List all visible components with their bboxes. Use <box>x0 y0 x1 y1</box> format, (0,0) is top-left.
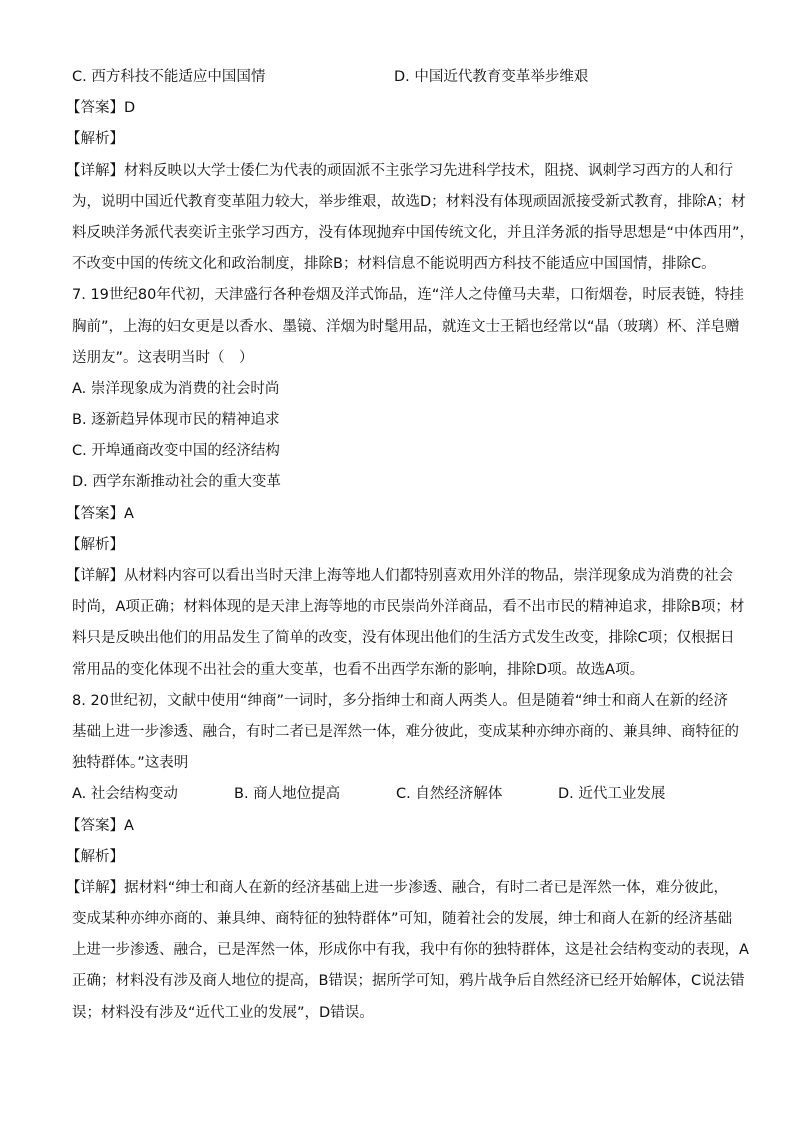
q6-detail-line: 不改变中国的传统文化和政治制度，排除B；材料信息不能说明西方科技不能适应中国国情，排除C。 <box>72 256 716 273</box>
q8-option-d: D. 近代工业发展 <box>558 786 666 803</box>
q8-detail-line: 变成某种亦绅亦商的、兼具绅、商特征的独特群体”可知，随着社会的发展，绅士和商人在新的经济基础 <box>72 911 733 928</box>
q6-detail-line: 为，说明中国近代教育变革阻力较大，举步维艰，故选D；材料没有体现顽固派接受新式教育，排除A；材 <box>72 193 746 210</box>
q6-option-c: C. 西方科技不能适应中国国情 <box>72 69 266 85</box>
q7-detail-line: 时尚，A项正确；材料体现的是天津上海等地的市民崇尚外洋商品，看不出市民的精神追求，排除B项；材 <box>72 599 745 616</box>
q6-detail-line: 料反映洋务派代表奕䜣主张学习西方，没有体现抛弃中国传统文化，并且洋务派的指导思想是“中体西用”， <box>72 224 755 241</box>
document-body <box>66 62 755 1029</box>
q8-option-b: B. 商人地位提高 <box>234 786 341 803</box>
q8-answer: 【答案】A <box>66 817 134 834</box>
q6-answer: 【答案】D <box>66 100 136 117</box>
q6-analysis-heading: 【解析】 <box>66 131 124 148</box>
q6-option-d: D. 中国近代教育变革举步维艰 <box>394 69 589 85</box>
q7-answer: 【答案】A <box>66 505 134 522</box>
q6-detail-line: 【详解】材料反映以大学士倭仁为代表的顽固派不主张学习先进科学技术，阻挠、讽刺学习西方的人和行 <box>66 162 733 179</box>
q8-analysis-heading: 【解析】 <box>66 848 124 865</box>
q7-option-d: D. 西学东渐推动社会的重大变革 <box>72 474 281 491</box>
q8-stem-line: 8. 20世纪初，文献中使用“绅商”一词时，多分指绅士和商人两类人。但是随着“绅士和商人在新的经济 <box>72 692 728 709</box>
q6-options-row <box>72 62 728 93</box>
q8-option-c: C. 自然经济解体 <box>396 786 503 803</box>
q8-detail-line: 【详解】据材料“绅士和商人在新的经济基础上进一步渗透、融合，有时二者已是浑然一体，难分彼此， <box>66 879 728 896</box>
q8-detail-line: 上进一步渗透、融合，已是浑然一体，形成你中有我，我中有你的独特群体，这是社会结构变动的表现，A <box>72 942 749 959</box>
q8-option-a: A. 社会结构变动 <box>72 786 178 803</box>
q7-option-a: A. 崇洋现象成为消费的社会时尚 <box>72 380 280 397</box>
q7-detail-line: 常用品的变化体现不出社会的重大变革，也看不出西学东渐的影响，排除D项。故选A项。 <box>72 661 645 678</box>
q8-stem-line: 基础上进一步渗透、融合，有时二者已是浑然一体，难分彼此，变成某种亦绅亦商的、兼具绅、商特征的 <box>72 723 739 740</box>
q8-stem-line: 独特群体。”这表明 <box>72 755 189 772</box>
q8-options-row <box>72 779 728 810</box>
q7-detail-line: 料只是反映出他们的用品发生了简单的改变，没有体现出他们的生活方式发生改变，排除C项；仅根据日 <box>72 630 735 647</box>
q7-option-c: C. 开埠通商改变中国的经济结构 <box>72 443 280 460</box>
q7-stem-line: 7. 19世纪80年代初，天津盛行各种卷烟及洋式饰品，连“洋人之侍僮马夫辈，口衔烟卷，时辰表链，特挂 <box>72 287 744 304</box>
q7-option-b: B. 逐新趋异体现市民的精神追求 <box>72 412 280 429</box>
q7-analysis-heading: 【解析】 <box>66 536 124 553</box>
q7-stem-line: 送朋友”。这表明当时（ ） <box>72 349 254 366</box>
q8-detail-line: 误；材料没有涉及“近代工业的发展”，D错误。 <box>72 1004 374 1021</box>
q8-detail-line: 正确；材料没有涉及商人地位的提高，B错误；据所学可知，鸦片战争后自然经济已经开始解体，C说法错 <box>72 973 745 990</box>
q7-detail-line: 【详解】从材料内容可以看出当时天津上海等地人们都特别喜欢用外洋的物品，崇洋现象成为消费的社会 <box>66 568 733 584</box>
q7-stem-line: 胸前”，上海的妇女更是以香水、墨镜、洋烟为时髦用品，就连文士王韬也经常以“晶（玻璃）杯、洋皂赠 <box>72 318 740 335</box>
